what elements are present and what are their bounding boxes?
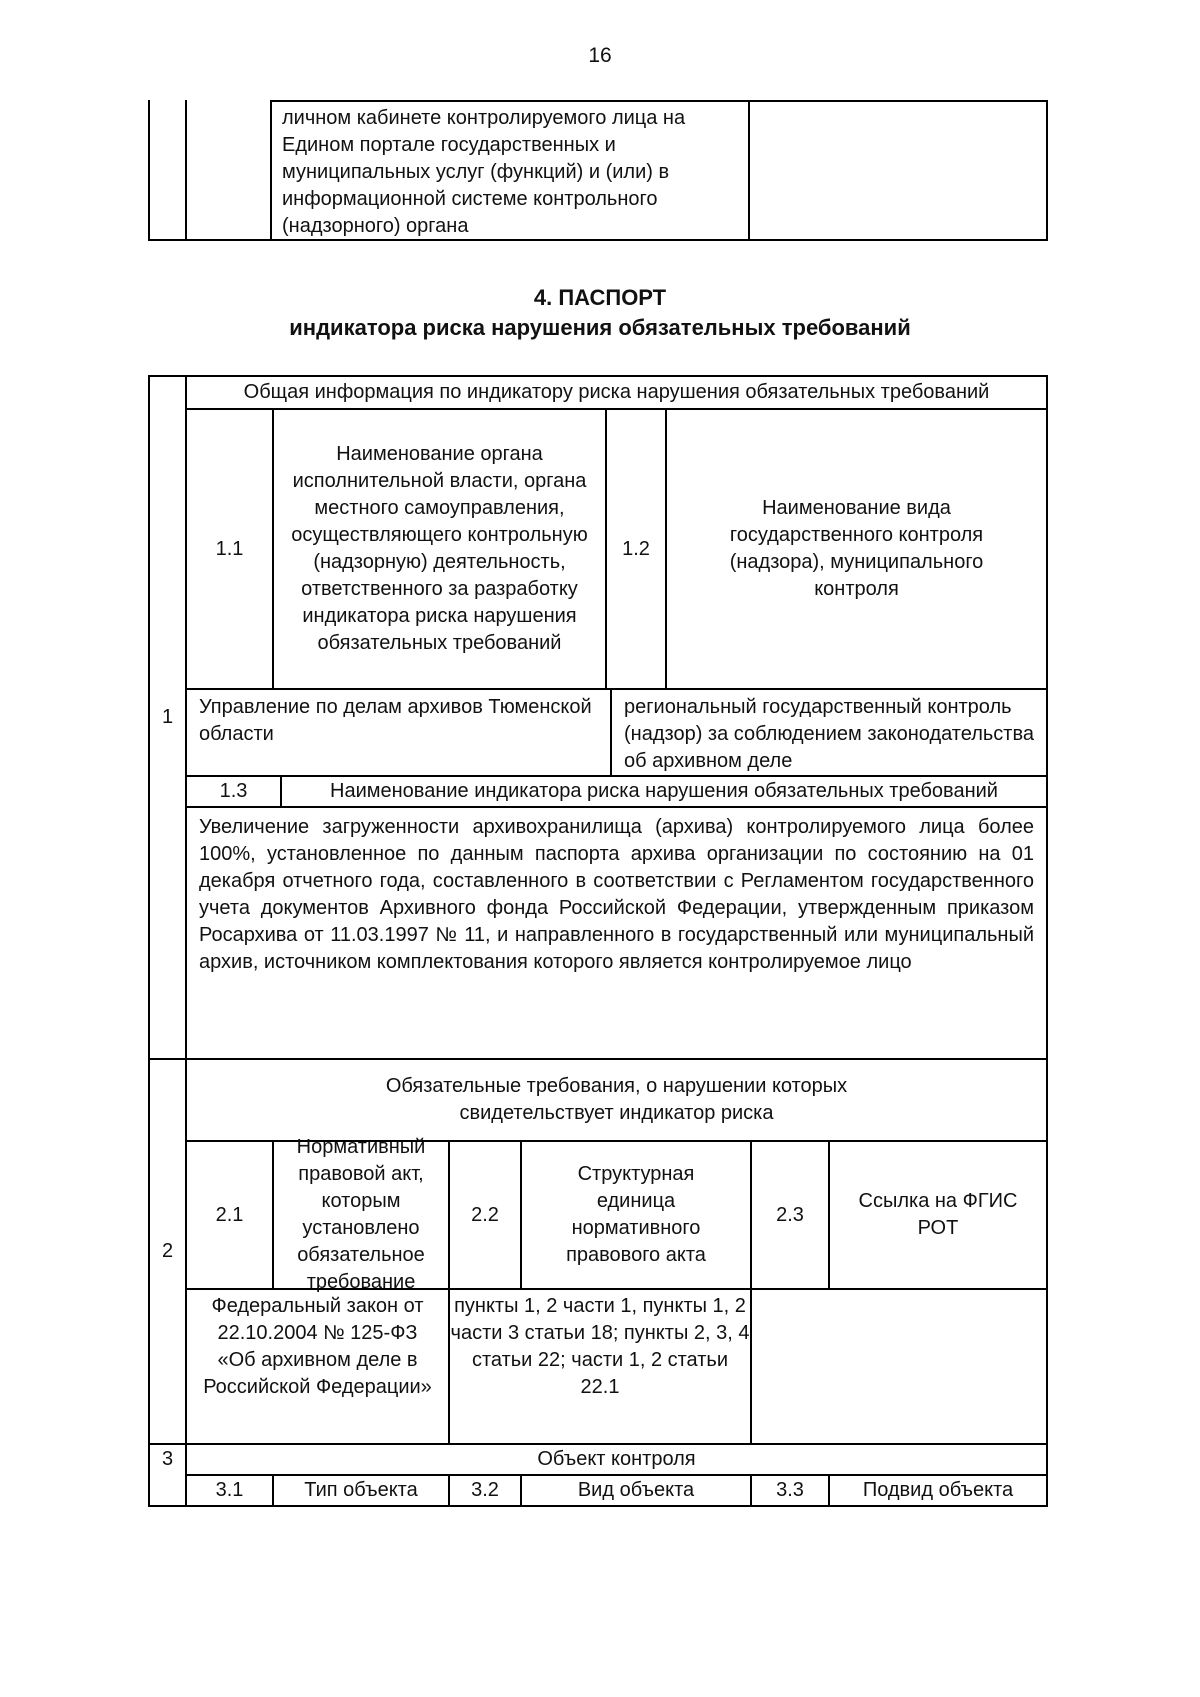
cell-3-2-label: Вид объекта (521, 1475, 751, 1506)
row-number-1: 1 (149, 376, 186, 1059)
cell-1-1-label: Наименование органа исполнительной власти, органа местного самоуправления, осуществляющего контрольную (надзорную) деятельность, ответственного за разработку индикатора риска нарушения обязательных требований (273, 409, 606, 689)
row-number-3: 3 (149, 1444, 186, 1506)
cell-1-3-label: Наименование индикатора риска нарушения обязательных требований (281, 776, 1047, 807)
section2-values-row (186, 1289, 1047, 1444)
section3-header: Объект контроля (186, 1444, 1047, 1475)
passport-table (148, 375, 1048, 1507)
section2-header-text: Обязательные требования, о нарушении которых свидетельствует индикатор риска (385, 1075, 848, 1124)
cell-3-1-number: 3.1 (186, 1475, 273, 1506)
heading-line1: 4. ПАСПОРТ (533, 285, 667, 310)
cell-1-2-label: Наименование вида государственного контроля (надзора), муниципального контроля (666, 409, 1047, 689)
value-1-2: региональный государственный контроль (надзор) за соблюдением законодательства об архивном деле (611, 689, 1047, 776)
table-body (186, 376, 1047, 1506)
cell-1-2-number: 1.2 (606, 409, 666, 689)
section2-header (186, 1059, 1047, 1141)
section1-header-row (186, 376, 1047, 409)
cell-2-1-label: Нормативный правовой акт, которым установлено обязательное требование (273, 1141, 449, 1289)
cell-3-2-number: 3.2 (449, 1475, 521, 1506)
row-number-2: 2 (149, 1059, 186, 1444)
table-cell-empty (748, 100, 1048, 241)
continued-table-fragment (148, 100, 1048, 241)
table-cell-empty (185, 100, 270, 241)
row-number-column (149, 376, 186, 1506)
section3-labels-row (186, 1475, 1047, 1506)
table-cell-text: личном кабинете контролируемого лица на Едином портале государственных и муниципальных услуг (функций) и (или) в информационной системе контрольного (надзорного) органа (270, 100, 748, 241)
cell-2-2-label: Структурная единица нормативного правового акта (521, 1141, 751, 1289)
cell-2-1-number: 2.1 (186, 1141, 273, 1289)
value-1-1: Управление по делам архивов Тюменской области (186, 689, 611, 776)
value-2-2: пункты 1, 2 части 1, пункты 1, 2 части 3 статьи 18; пункты 2, 3, 4 статьи 22; части 1, 2 статьи 22.1 (449, 1289, 751, 1444)
value-2-3 (751, 1289, 1047, 1444)
heading-line2: индикатора риска нарушения обязательных требований (289, 315, 911, 340)
section2-labels-row (186, 1136, 1047, 1293)
cell-1-1-number: 1.1 (186, 409, 273, 689)
cell-3-3-number: 3.3 (751, 1475, 829, 1506)
section1-indicator-label-row (186, 776, 1047, 807)
cell-2-3-label: Ссылка на ФГИС РОТ (829, 1141, 1047, 1289)
section1-labels-row (186, 409, 1047, 689)
section-heading (0, 283, 1200, 343)
cell-3-3-label: Подвид объекта (829, 1475, 1047, 1506)
cell-2-2-number: 2.2 (449, 1141, 521, 1289)
value-2-1: Федеральный закон от 22.10.2004 № 125-ФЗ «Об архивном деле в Российской Федерации» (186, 1289, 449, 1444)
section1-header: Общая информация по индикатору риска нарушения обязательных требований (186, 376, 1047, 409)
section2-header-row (186, 1059, 1047, 1141)
page-number: 16 (588, 44, 612, 67)
section1-values-row (186, 689, 1047, 776)
section1-indicator-text-row (186, 807, 1047, 1059)
cell-1-3-number: 1.3 (186, 776, 281, 807)
section3-header-row (186, 1444, 1047, 1475)
cell-2-3-number: 2.3 (751, 1141, 829, 1289)
cell-3-1-label: Тип объекта (273, 1475, 449, 1506)
value-1-3: Увеличение загруженности архивохранилища (архива) контролируемого лица более 100%, установленное по данным паспорта архива организации по состоянию на 01 декабря отчетного года, составленного в соответствии с Регламентом государственного учета документов Архивного фонда Российской Федерации, утвержденным приказом Росархива от 11.03.1997 № 11, и направленного в государственный или муниципальный архив, источником комплектования которого является контролируемое лицо (186, 807, 1047, 1059)
table-cell-empty (148, 100, 185, 241)
